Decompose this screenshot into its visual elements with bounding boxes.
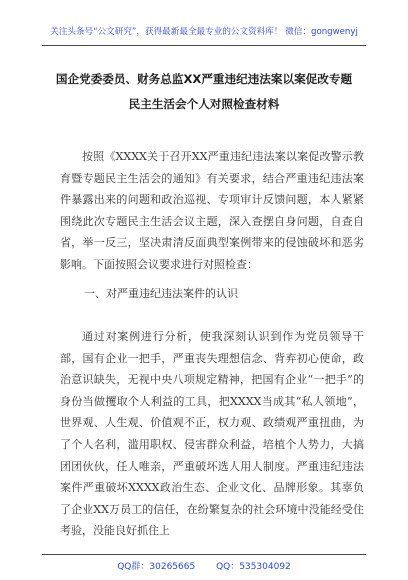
title-line-2: 民主生活会个人对照检查材料: [128, 97, 280, 111]
section-paragraph: 通过对案例进行分析，使我深刻认识到作为党员领导干部，国有企业一把手，严重丧失理想信念、背弃初心使命，政治意识缺失，无视中央八项规定精神，把国有企业“一把手”的身份当做攫取个人利益的工具，把XXXX当成其“私人领地”，世界观、人生观、价值观不正，权力观、政绩观严重扭曲，为了个人名利，滥用职权、侵害群众利益，培植个人势力，大搞团团伙伙，任人唯亲，严重破坏选人用人制度。严重违纪违法案件严重破坏XXXX政治生态、企业文化、品牌形象。其辜负了企业XX万员工的信任，在纷繁复杂的社会环境中没能经受住考验，没能良好抓住上: [60, 330, 364, 538]
header-divider: [42, 45, 366, 46]
footer-contact: [0, 559, 408, 572]
intro-section: [60, 146, 364, 276]
title-line-1: 国企党委委员、财务总监XX严重违纪违法案以案促改专题: [55, 72, 353, 86]
document-title: [44, 67, 364, 117]
section-body: [60, 326, 364, 542]
footer-qq-group: QQ群：30265665: [117, 562, 196, 572]
section-heading: 一、对严重违纪违法案件的认识: [84, 287, 238, 300]
intro-paragraph: 按照《XXXX关于召开XX严重违纪违法案以案促改警示教育暨专题民主生活会的通知》有关要求，结合严重违纪违法案件暴露出来的问题和政治巡视、专项审计反馈问题，本人紧紧围绕此次专题民主生活会议主题，深入查摆自身问题，自查自省，举一反三，坚决肃清反面典型案例带来的侵蚀破坏和恶劣影响。下面按照会议要求进行对照检查：: [60, 150, 364, 271]
header-note: 关注头条号“公文研究”，获得最新最全最专业的公文资料库！ 微信：gongwenyj: [50, 27, 358, 37]
footer-qq: QQ：535304092: [216, 562, 291, 572]
footer-divider: [42, 554, 366, 555]
